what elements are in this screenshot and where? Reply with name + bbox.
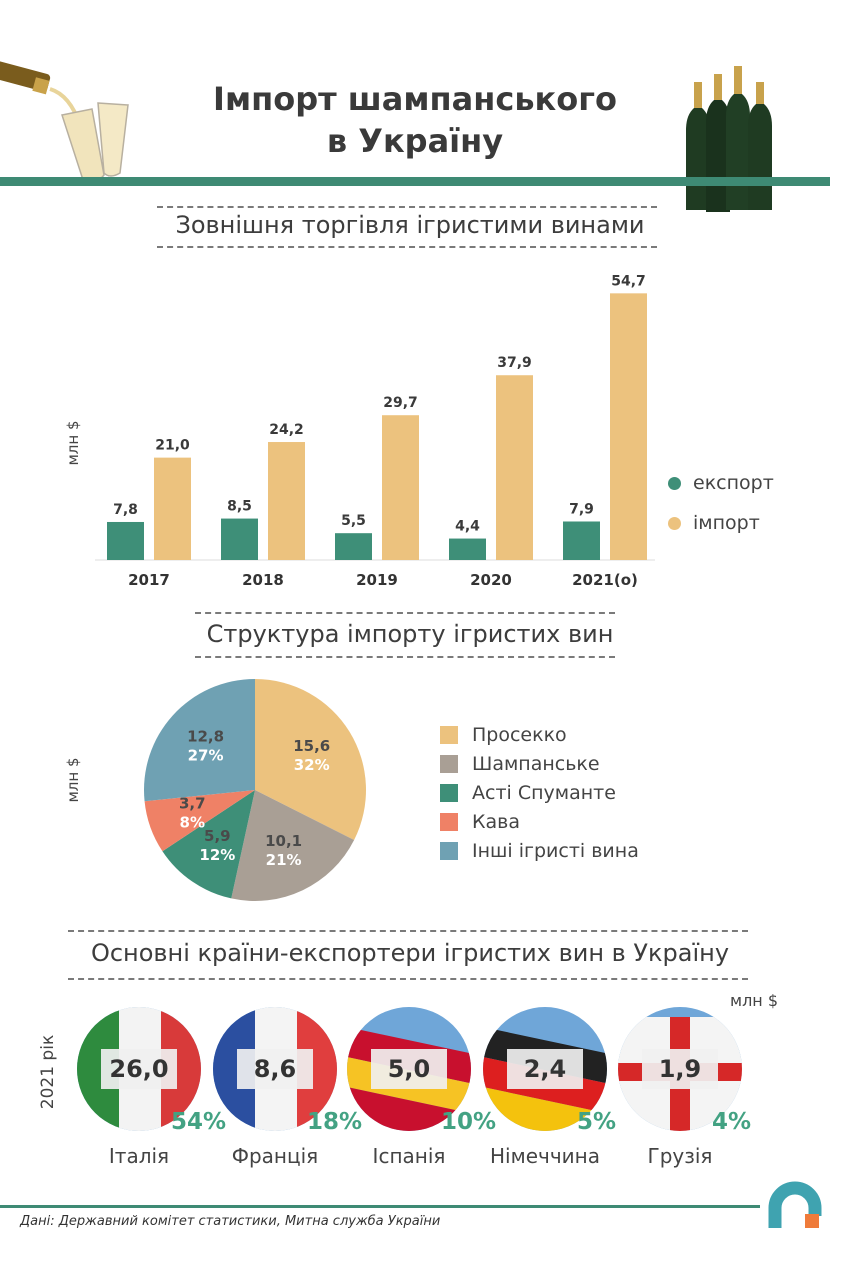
divider <box>157 206 657 208</box>
divider <box>195 656 615 658</box>
import-bar-2017 <box>154 458 191 560</box>
glass-1 <box>62 109 104 183</box>
import-dot <box>668 517 681 530</box>
pie-value-label: 10,1 <box>265 832 303 851</box>
year-label: 2021 рік <box>38 1034 58 1110</box>
country-share: 5% <box>577 1109 617 1135</box>
legend-export <box>668 472 774 494</box>
country-share: 10% <box>441 1109 497 1135</box>
year-tick-label: 2017 <box>128 571 170 589</box>
legend-label: Інші ігристі вина <box>472 839 639 862</box>
import-value-label: 24,2 <box>269 422 304 439</box>
legend-swatch <box>440 842 458 860</box>
import-value-label: 37,9 <box>497 355 532 372</box>
import-bar-2021(о) <box>610 293 647 560</box>
title-line-2: в Україну <box>326 122 504 160</box>
page-title <box>150 78 680 162</box>
country-name: Німеччина <box>490 1144 600 1168</box>
import-value-label: 54,7 <box>611 273 646 290</box>
country-share: 18% <box>307 1109 363 1135</box>
countries-unit: млн $ <box>730 991 779 1010</box>
pie-legend-item <box>440 807 639 836</box>
import-bar-2018 <box>268 442 305 560</box>
bar-ylabel: млн $ <box>64 420 82 466</box>
country-value: 2,4 <box>507 1049 583 1089</box>
section-title-trade: Зовнішня торгівля ігристими винами <box>175 211 645 239</box>
footer-divider <box>0 1205 760 1208</box>
pie-percent-label: 8% <box>179 813 206 832</box>
country-value: 26,0 <box>101 1049 177 1089</box>
legend-label: Просекко <box>472 723 567 746</box>
pie-percent-label: 27% <box>187 746 224 765</box>
pie-legend <box>440 720 639 865</box>
year-tick-label: 2018 <box>242 571 284 589</box>
legend-swatch <box>440 755 458 773</box>
export-value-label: 5,5 <box>341 513 366 530</box>
legend-export-label: експорт <box>693 472 774 494</box>
export-bar-2019 <box>335 533 372 560</box>
export-value-label: 7,8 <box>113 501 138 518</box>
pie-percent-label: 21% <box>265 851 302 870</box>
country-name: Іспанія <box>372 1144 446 1168</box>
legend-import-label: імпорт <box>693 512 760 534</box>
export-value-label: 7,9 <box>569 501 594 518</box>
year-tick-label: 2019 <box>356 571 398 589</box>
pie-legend-item <box>440 778 639 807</box>
legend-swatch <box>440 726 458 744</box>
legend-import <box>668 512 760 534</box>
trade-bar-chart <box>0 255 845 600</box>
legend-label: Асті Спуманте <box>472 781 616 804</box>
country-name: Грузія <box>647 1144 713 1168</box>
divider <box>195 612 615 614</box>
legend-swatch <box>440 813 458 831</box>
pie-legend-item <box>440 749 639 778</box>
divider <box>157 246 657 248</box>
country-share: 4% <box>712 1109 752 1135</box>
import-value-label: 29,7 <box>383 395 418 412</box>
pie-value-label: 15,6 <box>293 737 331 756</box>
legend-label: Шампанське <box>472 752 600 775</box>
divider <box>68 978 748 980</box>
export-value-label: 8,5 <box>227 498 252 515</box>
pie-percent-label: 32% <box>293 756 330 775</box>
brand-logo-icon <box>767 1180 823 1232</box>
year-tick-label: 2021(о) <box>572 571 638 589</box>
country-share: 54% <box>171 1109 227 1135</box>
country-value: 8,6 <box>237 1049 313 1089</box>
legend-swatch <box>440 784 458 802</box>
pie-legend-item <box>440 720 639 749</box>
export-bar-2017 <box>107 522 144 560</box>
export-bar-2021(о) <box>563 521 600 560</box>
import-bar-2020 <box>496 375 533 560</box>
legend-label: Кава <box>472 810 520 833</box>
pie-value-label: 3,7 <box>178 794 206 813</box>
country-name: Італія <box>108 1144 170 1168</box>
pie-percent-label: 12% <box>199 845 236 864</box>
pie-ylabel: млн $ <box>64 757 82 803</box>
pie-value-label: 5,9 <box>204 826 231 845</box>
country-value: 1,9 <box>642 1049 718 1089</box>
country-value: 5,0 <box>371 1049 447 1089</box>
champagne-glasses-illustration <box>0 55 160 185</box>
section-title-countries: Основні країни-експортери ігристих вин в Україну <box>90 939 730 967</box>
section-title-structure: Структура імпорту ігристих вин <box>206 620 614 648</box>
champagne-bottles-illustration <box>676 60 786 215</box>
title-line-1: Імпорт шампанського <box>213 80 617 118</box>
pie-legend-item <box>440 836 639 865</box>
export-dot <box>668 477 681 490</box>
source-note: Дані: Державний комітет статистики, Митна служба України <box>20 1214 441 1229</box>
pie-value-label: 12,8 <box>187 727 225 746</box>
year-tick-label: 2020 <box>470 571 512 589</box>
export-value-label: 4,4 <box>455 518 480 535</box>
export-bar-2018 <box>221 519 258 560</box>
import-value-label: 21,0 <box>155 437 190 454</box>
import-structure-pie <box>130 665 380 915</box>
import-bar-2019 <box>382 415 419 560</box>
country-name: Франція <box>231 1144 319 1168</box>
export-bar-2020 <box>449 539 486 560</box>
divider <box>68 930 748 932</box>
header-divider <box>0 177 830 186</box>
